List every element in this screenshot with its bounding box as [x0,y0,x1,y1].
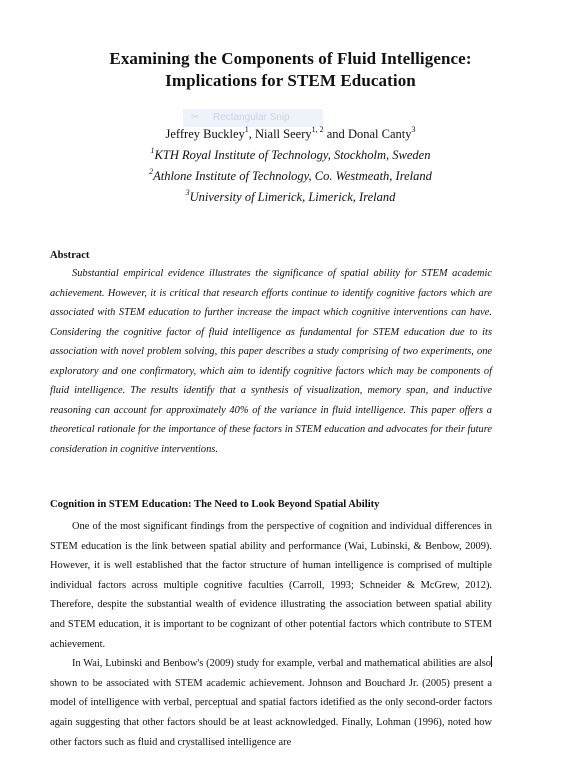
abstract-section [50,248,492,459]
author-block [0,124,581,208]
title-block [0,48,581,92]
affiliation-text: Athlone Institute of Technology, Co. Westmeath, Ireland [153,169,432,183]
body-paragraph-1: One of the most significant findings from the perspective of cognition and individual differences in STEM education is the link between spatial ability and performance (Wai, Lubinski, & Benbow, 2009). However, it is well established that the factor structure of human intelligence is comprised of multiple individual factors across multiple cognitive faculties (Carroll, 1993; Schneider & McGrew, 2012). Therefore, despite the substantial wealth of evidence illustrating the association between spatial ability and STEM education, it is important to be cognizant of other potential factors which contribute to STEM achievement. [50,521,492,650]
affiliation-text: University of Limerick, Limerick, Ireland [189,190,396,204]
author-name: Donal Canty [347,127,412,141]
author-name: Jeffrey Buckley [165,127,245,141]
author-name: Niall Seery [255,127,312,141]
author-line [0,124,581,145]
author-superscript: 1 [244,124,249,134]
paper-title-line-1: Examining the Components of Fluid Intelligence: [109,49,472,68]
affiliation-superscript: 2 [149,166,154,176]
body-paragraph-2[interactable] [50,654,492,752]
text-cursor [491,656,492,667]
affiliation-3 [0,187,581,208]
paper-title-line-2: Implications for STEM Education [165,71,416,90]
affiliation-2 [0,166,581,187]
affiliation-text: KTH Royal Institute of Technology, Stockholm, Sweden [154,148,431,162]
affiliation-1 [0,145,581,166]
author-superscript: 3 [411,124,416,134]
section-cognition-in-stem [50,497,492,752]
author-separator: , [248,127,256,141]
snip-mode-label: Rectangular Snip [213,112,290,123]
affiliation-superscript: 3 [185,187,190,197]
paragraph-text-after-caret: shown to be associated with STEM academic achievement. Johnson and Bouchard Jr. (2005) present a model of intelligence with verbal, perceptual and spatial factors idetified as the only second-order factors again suggesting that other factors should be at least acknowledged. Finally, Lohman (1996), noted how other factors such as fluid and crystallised intelligence are [50,677,492,748]
section-heading: Cognition in STEM Education: The Need to Look Beyond Spatial Ability [50,499,380,510]
author-separator: and [323,127,348,141]
abstract-text: Substantial empirical evidence illustrates the significance of spatial ability for STEM academic achievement. However, it is critical that research efforts continue to identify cognitive factors which are associated with STEM education to further increase the impact which cognitive interventions can have. Considering the cognitive factor of fluid intelligence as fundamental for STEM education due to its association with novel problem solving, this paper describes a study comprising of two experiments, one exploratory and one confirmatory, which aim to identify cognitive factors which may be components of fluid intelligence. The results identify that a synthesis of visualization, memory span, and inductive reasoning can account for approximately 40% of the variance in fluid intelligence. This paper offers a theoretical rationale for the importance of these factors in STEM education and advocates for their future consideration in cognitive interventions. [50,268,492,455]
affiliation-superscript: 1 [150,145,155,155]
paragraph-text-before-caret: In Wai, Lubinski and Benbow's (2009) study for example, verbal and mathematical abilities are also [72,658,491,670]
scissors-icon: ✂ [191,112,200,123]
author-superscript: 1, 2 [311,124,324,134]
abstract-heading: Abstract [50,250,90,261]
